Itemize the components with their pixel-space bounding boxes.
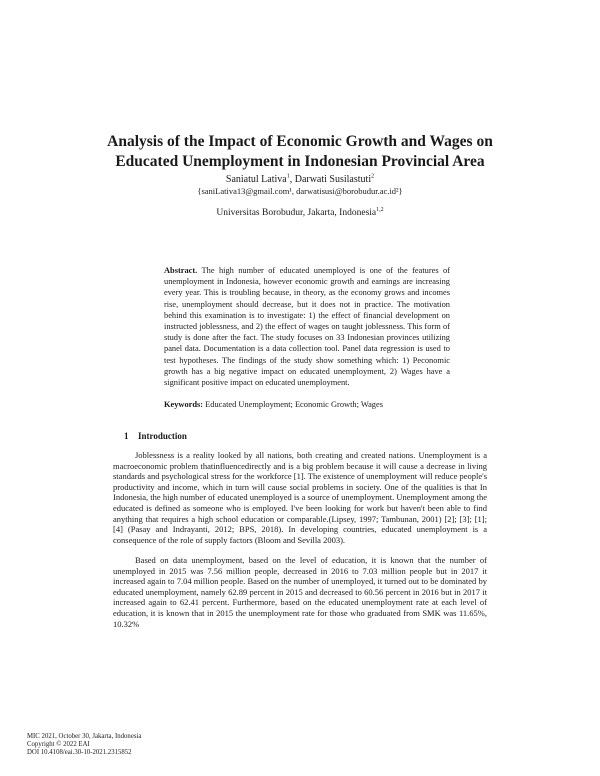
- page-footer: [27, 733, 327, 758]
- body-paragraph: Joblessness is a reality looked by all nations, both creating and created nations. Unemployment is a macroeconomic problem thatinfluencedirectly and is a big problem because it will cause a decrease in living standards and psychological stress for the workforce [1]. The existence of unemployment will reduce people's productivity and income, which in turn will cause social problems in society. One of the qualities is that In Indonesia, the high number of educated unemployed is a source of unemployment. Unemployment among the educated is defined as someone who is employed. I've been looking for work but haven't been able to find anything that requires a high school education or comparable.(Lipsey, 1997; Tambunan, 2001) [2]; [3]; [1]; [4] (Pasay and Indrayanti, 2012; BPS, 2018). In developing countries, educated unemployment is a consequence of the role of supply factors (Bloom and Sevilla 2003).: [113, 450, 487, 545]
- section-heading-introduction: [124, 431, 187, 442]
- section-title: Introduction: [138, 431, 187, 441]
- author-line: [60, 174, 540, 186]
- abstract-text: The high number of educated unemployed is one of the features of unemployment in Indonesia, however economic growth and earnings are increasing every year. This is troubling because, in theory, as the economy grows and incomes rise, unemployment should decrease, but it does not in practice. The motivation behind this examination is to investigate: 1) the effect of financial development on instructed joblessness, and 2) the effect of wages on taught joblessness. This form of study is done after the fact. The study focuses on 33 Indonesian provinces utilizing panel data. Documentation is a data collection tool. Panel data regression is used to test hypotheses. The findings of the study show something which: 1) Peconomic growth has a big negative impact on educated unemployment, 2) Wages have a significant positive impact on educated unemployment.: [164, 266, 450, 388]
- keywords: [164, 399, 464, 410]
- affiliation: [60, 207, 540, 219]
- author-superscript: 1: [286, 173, 290, 180]
- author-name: Saniatul Lativa: [225, 174, 287, 185]
- footer-copyright: Copyright © 2022 EAI: [27, 741, 90, 749]
- keywords-text: Educated Unemployment; Economic Growth; Wages: [203, 400, 383, 409]
- abstract-label: Abstract.: [164, 266, 198, 275]
- author-separator: ,: [289, 174, 295, 185]
- author-name: Darwati Susilastuti: [294, 174, 372, 185]
- keywords-label: Keywords:: [164, 400, 204, 409]
- author-superscript: 2: [371, 173, 375, 180]
- footer-conference: MIC 2021, October 30, Jakarta, Indonesia: [27, 733, 142, 740]
- author-emails: {saniLativa13@gmail.com¹, darwatisusi@borobudur.ac.id²}: [197, 186, 403, 196]
- abstract: [164, 265, 450, 388]
- affiliation-superscript: 1,2: [376, 206, 384, 213]
- body-paragraph: Based on data unemployment, based on the level of education, it is known that the number of unemployed in 2015 was 7.56 million people, decreased in 2016 to 7.03 million people but in 2017 it increased again to 7.04 million people. Based on the number of unemployed, it turned out to be dominated by educated unemployment, namely 62.89 percent in 2015 and decreased to 60.56 percent in 2016 but in 2017 it increased again to 62.41 percent. Furthermore, based on the educated unemployment rate at each level of education, it is known that in 2015 the unemployment rate for those who graduated from SMK was 11.65%, 10.32%: [113, 555, 487, 629]
- footer-doi: DOI 10.4108/eai.30-10-2021.2315852: [27, 749, 132, 757]
- affiliation-text: Universitas Borobudur, Jakarta, Indonesia: [216, 208, 377, 218]
- section-number: 1: [124, 431, 129, 441]
- paper-title: Analysis of the Impact of Economic Growth and Wages on Educated Unemployment in Indonesian Provincial Area: [107, 133, 493, 170]
